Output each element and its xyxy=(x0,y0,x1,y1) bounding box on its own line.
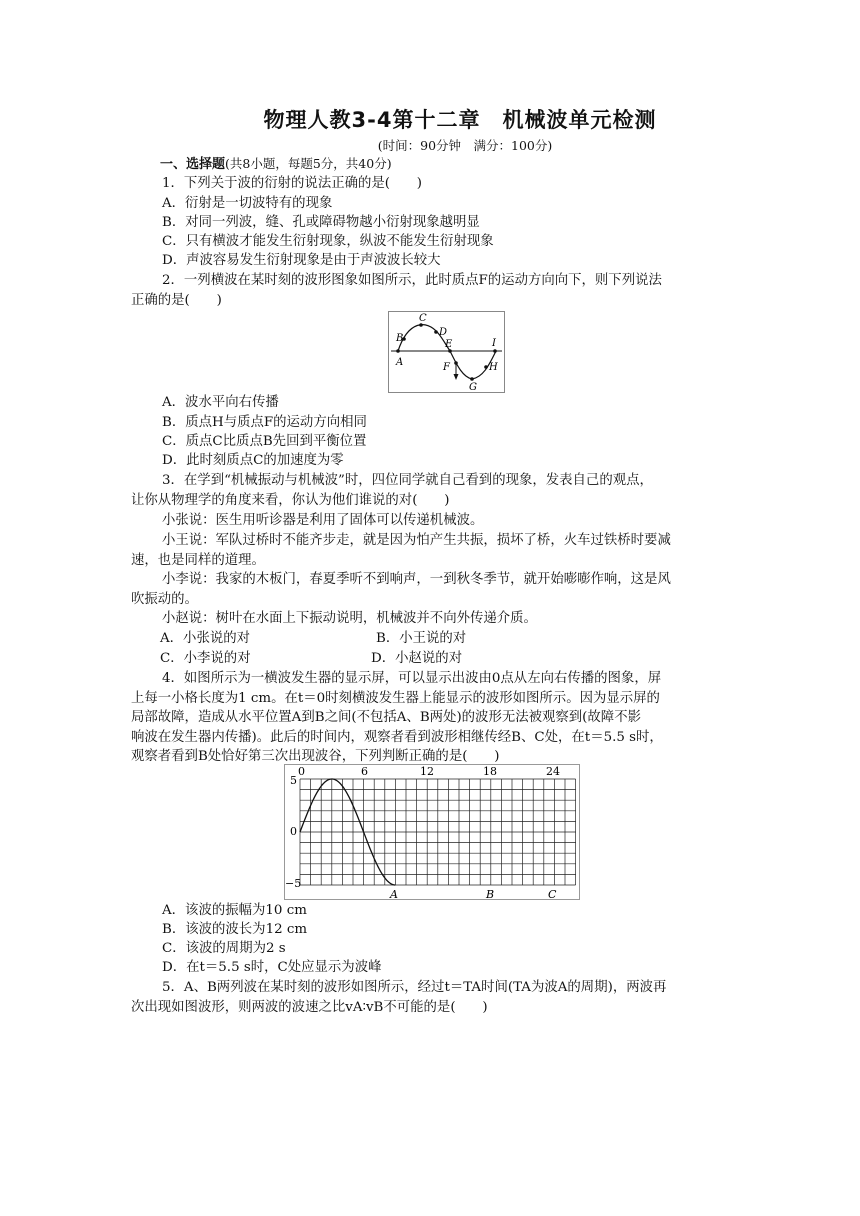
q5-line1: 5．A、B两列波在某时刻的波形如图所示，经过t＝TA时间(TA为波A的周期)，两波再 xyxy=(162,980,667,995)
q1-option-a: A．衍射是一切波特有的现象 xyxy=(162,196,333,211)
q4-line5: 观察者看到B处恰好第三次出现波谷，下列判断正确的是( ) xyxy=(131,749,500,764)
grid-label-a: A xyxy=(390,888,398,900)
grid-top-label-0: 0 xyxy=(298,765,305,778)
exam-info: (时间：90分钟 满分：100分) xyxy=(377,138,553,153)
q2-option-b: B．质点H与质点F的运动方向相同 xyxy=(162,415,367,430)
q3-li-line2: 吹振动的。 xyxy=(131,592,198,607)
q2-label-f: F xyxy=(443,362,450,373)
q2-label-a: A xyxy=(396,357,404,368)
q4-line3: 局部故障，造成从水平位置A到B之间(不包括A、B两处)的波形无法被观察到(故障不影 xyxy=(131,710,641,725)
q4-line2: 上每一小格长度为1 cm。在t＝0时刻横波发生器上能显示的波形如图所示。因为显示屏的 xyxy=(131,691,660,706)
q3-option-b: B．小王说的对 xyxy=(376,631,467,646)
q3-li-line1: 小李说：我家的木板门，春夏季听不到响声，一到秋冬季节，就开始嘭嘭作响，这是风 xyxy=(162,572,671,587)
page-title: 物理人教3-4第十二章 机械波单元检测 xyxy=(263,108,657,132)
q3-option-c: C．小李说的对 xyxy=(160,651,251,666)
q2-stem-line2: 正确的是( ) xyxy=(131,293,222,308)
q2-wave-figure xyxy=(388,311,505,393)
q3-stem-line1: 3．在学到“机械振动与机械波”时，四位同学就自己看到的现象，发表自己的观点， xyxy=(162,473,653,488)
q2-option-a: A．波水平向右传播 xyxy=(162,395,279,410)
q1-option-b: B．对同一列波，缝、孔或障碍物越小衍射现象越明显 xyxy=(162,215,480,230)
q4-option-d: D．在t＝5.5 s时，C处应显示为波峰 xyxy=(162,960,382,975)
q1-option-c: C．只有横波才能发生衍射现象，纵波不能发生衍射现象 xyxy=(162,234,494,249)
q1-stem: 1．下列关于波的衍射的说法正确的是( ) xyxy=(162,176,422,191)
q2-label-b: B xyxy=(396,333,404,344)
q2-label-h: H xyxy=(489,362,498,373)
q3-wang-line1: 小王说：军队过桥时不能齐步走，就是因为怕产生共振，损坏了桥，火车过铁桥时要减 xyxy=(162,533,671,548)
grid-label-c: C xyxy=(548,888,557,900)
q3-option-a: A．小张说的对 xyxy=(160,631,251,646)
grid-top-label-24: 24 xyxy=(546,765,560,778)
grid-left-label-0: 0 xyxy=(290,825,297,838)
q2-label-g: G xyxy=(469,382,477,393)
q2-label-i: I xyxy=(492,338,496,349)
q3-zhao: 小赵说：树叶在水面上下振动说明，机械波并不向外传递介质。 xyxy=(162,611,537,626)
q4-option-c: C．该波的周期为2 s xyxy=(162,941,286,956)
q4-option-a: A．该波的振幅为10 cm xyxy=(162,903,307,918)
q2-label-c: C xyxy=(419,313,427,324)
q3-zhang: 小张说：医生用听诊器是利用了固体可以传递机械波。 xyxy=(162,513,484,528)
section-label: 一、选择题 xyxy=(160,157,226,172)
q3-stem-line2: 让你从物理学的角度来看，你认为他们谁说的对( ) xyxy=(131,493,450,508)
q3-wang-line2: 速，也是同样的道理。 xyxy=(131,553,265,568)
grid-top-label-12: 12 xyxy=(420,765,434,778)
q2-stem-line1: 2．一列横波在某时刻的波形图象如图所示，此时质点F的运动方向向下，则下列说法 xyxy=(162,273,662,288)
q4-line4: 响波在发生器内传播)。此后的时间内，观察者看到波形相继传经B、C处，在t＝5.5 s时， xyxy=(131,730,663,745)
grid-left-label-neg5: −5 xyxy=(285,877,302,890)
grid-left-label-5: 5 xyxy=(290,774,297,787)
grid-label-b: B xyxy=(486,888,495,900)
grid-top-label-6: 6 xyxy=(361,765,368,778)
grid-top-label-18: 18 xyxy=(483,765,497,778)
q2-option-d: D．此时刻质点C的加速度为零 xyxy=(162,453,344,468)
q2-option-c: C．质点C比质点B先回到平衡位置 xyxy=(162,434,367,449)
section-heading xyxy=(160,155,760,174)
q2-label-d: D xyxy=(439,327,448,338)
q4-option-b: B．该波的波长为12 cm xyxy=(162,922,308,937)
q4-display-grid xyxy=(284,764,580,900)
q5-line2: 次出现如图波形，则两波的波速之比vA∶vB不可能的是( ) xyxy=(131,1000,488,1015)
q2-label-e: E xyxy=(445,339,453,350)
section-note: (共8小题，每题5分，共40分) xyxy=(225,156,392,171)
q3-option-d: D．小赵说的对 xyxy=(371,651,463,666)
q1-option-d: D．声波容易发生衍射现象是由于声波波长较大 xyxy=(162,253,441,268)
q4-line1: 4．如图所示为一横波发生器的显示屏，可以显示出波由0点从左向右传播的图象，屏 xyxy=(162,671,662,686)
